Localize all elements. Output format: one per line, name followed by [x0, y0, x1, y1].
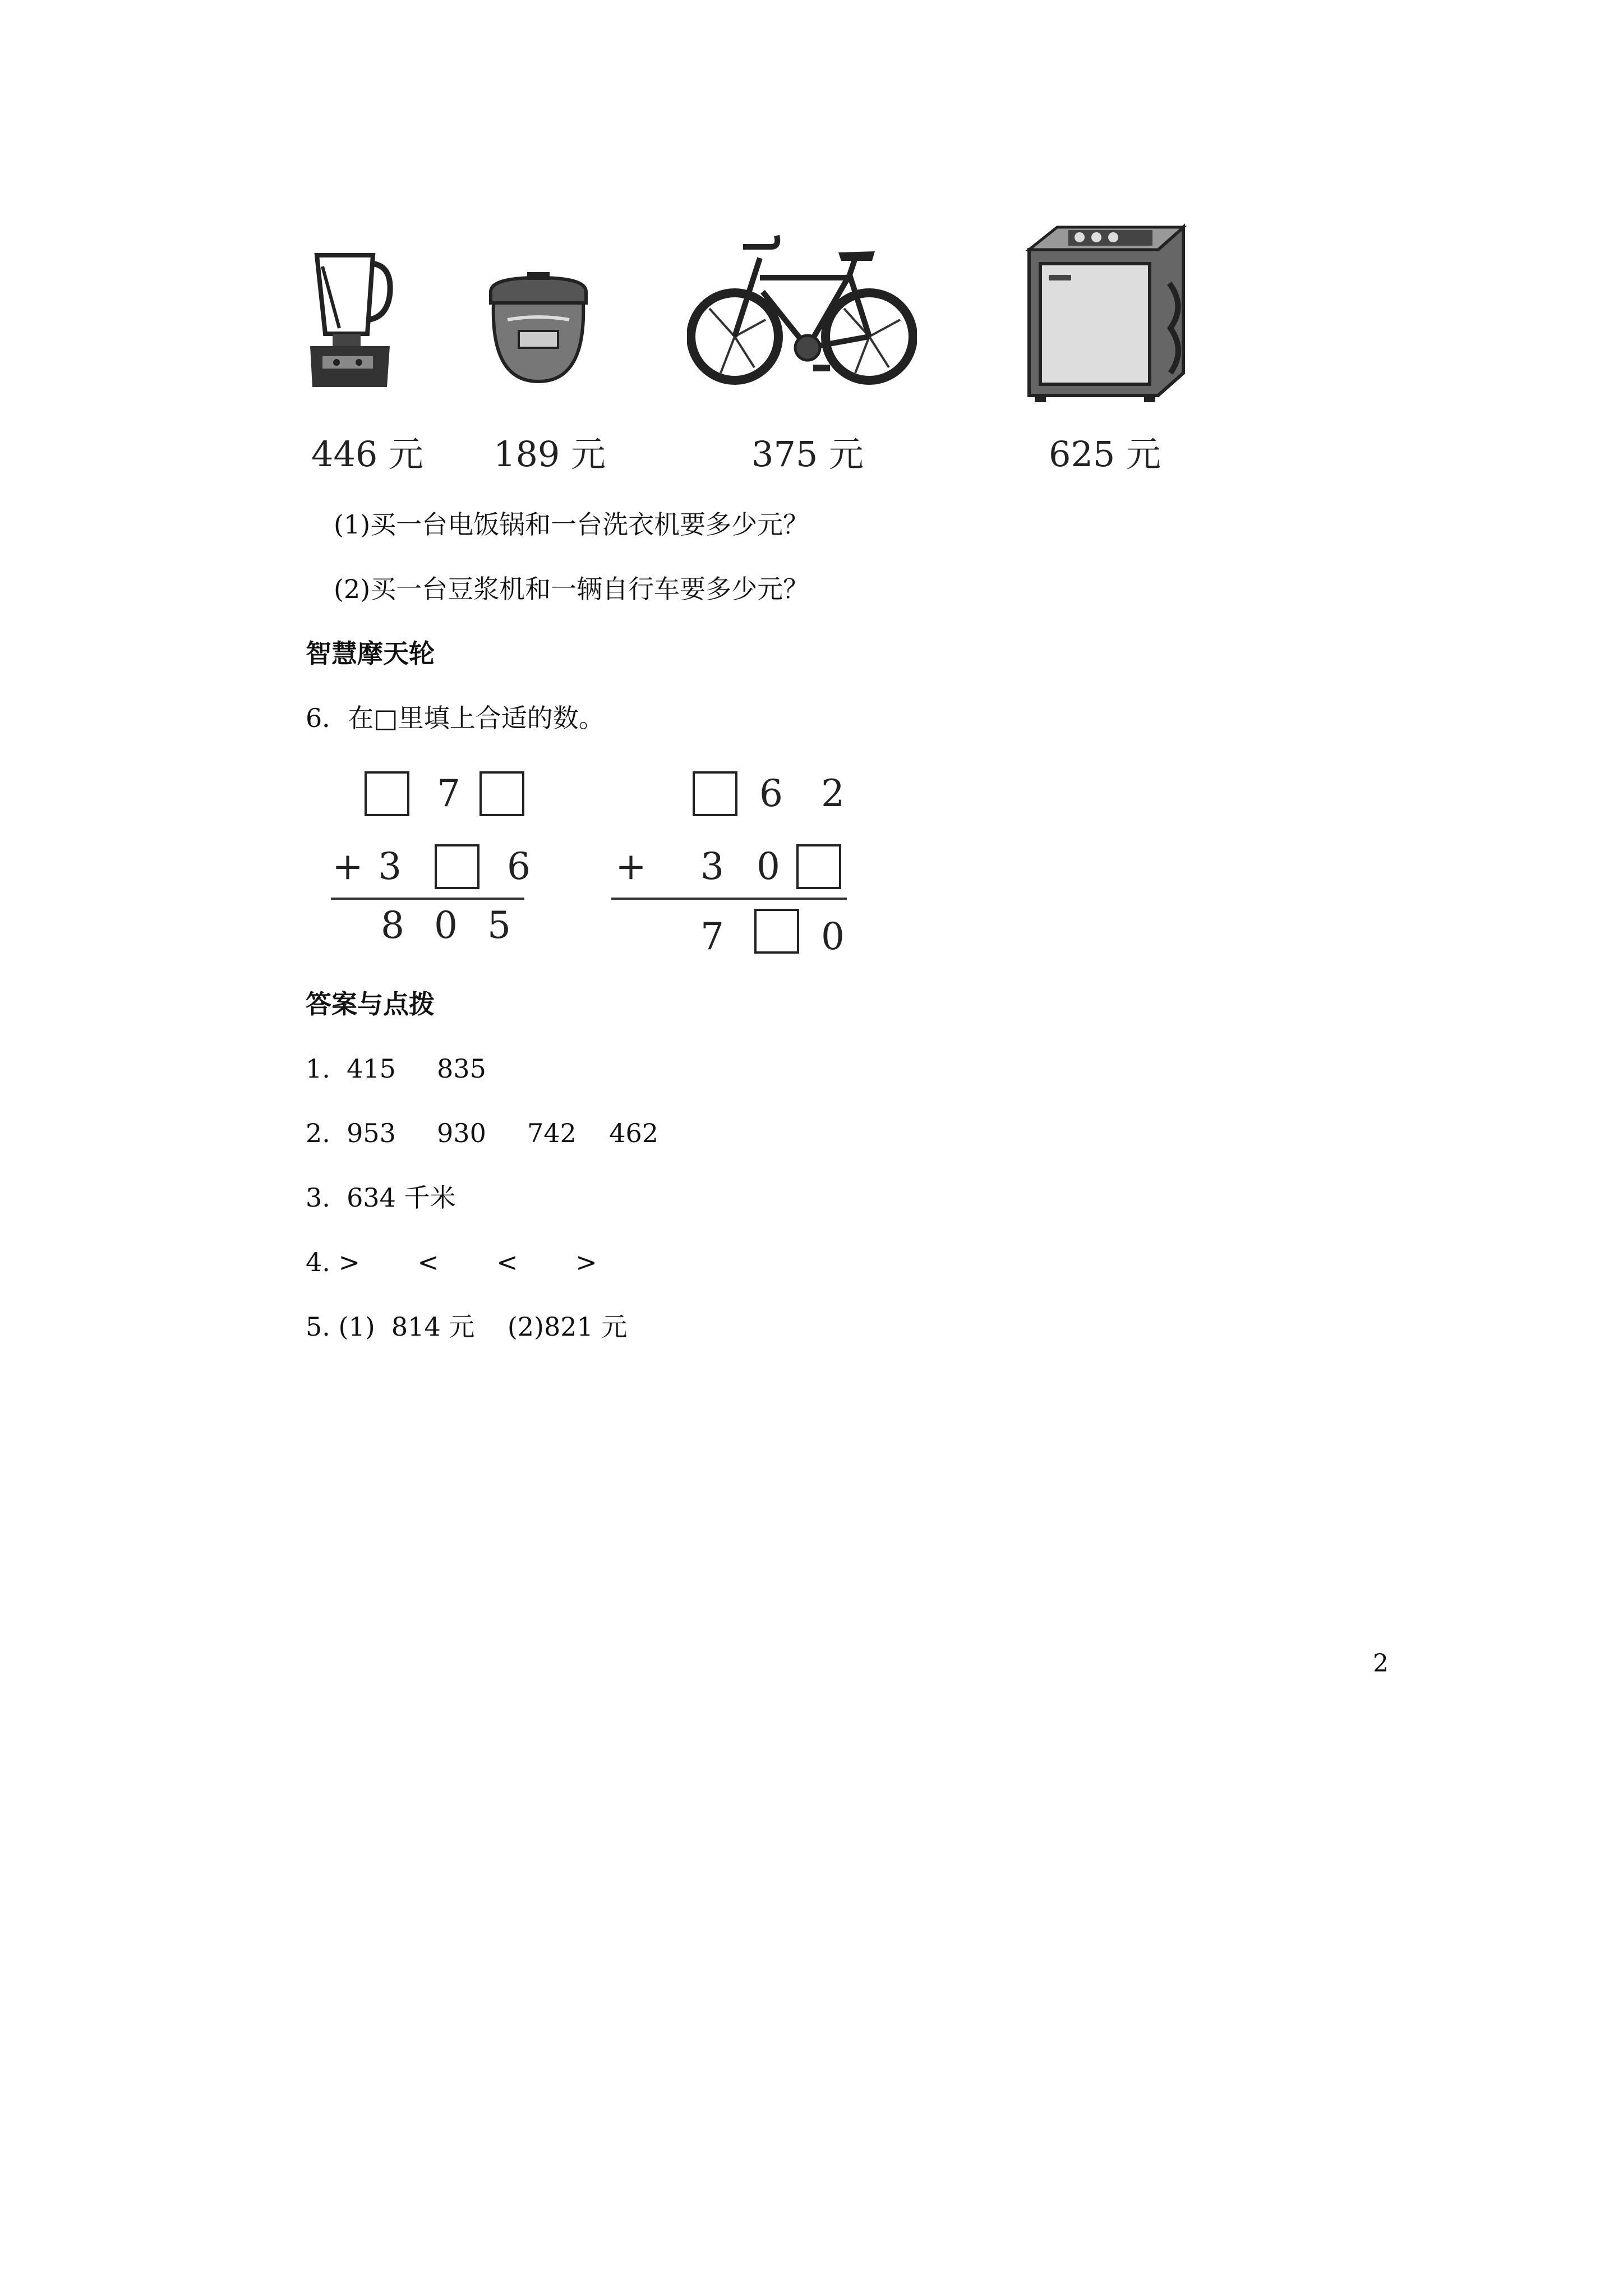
answer-box[interactable] — [754, 909, 799, 954]
answers-title: 答案与点拨 — [306, 989, 435, 1019]
price-blender: 446 元 — [311, 434, 424, 475]
bicycle-icon — [687, 224, 917, 393]
plus-sign: + — [332, 845, 363, 888]
answer-5: 5. (1) 814 元 (2)821 元 — [306, 1312, 628, 1342]
page-number: 2 — [1373, 1649, 1389, 1678]
digit: 8 — [381, 904, 404, 947]
digit: 0 — [757, 845, 780, 888]
answer-4: 4. > < < > — [306, 1247, 597, 1277]
digit: 7 — [437, 772, 460, 815]
price-rice-cooker: 189 元 — [494, 434, 606, 475]
washing-machine-icon — [1018, 216, 1197, 409]
digit: 5 — [487, 904, 511, 947]
question-5-part-2: (2)买一台豆浆机和一辆自行车要多少元？ — [334, 574, 809, 604]
answer-box[interactable] — [796, 844, 841, 889]
question-5-part-1: (1)买一台电饭锅和一台洗衣机要多少元？ — [334, 509, 809, 540]
plus-sign: + — [615, 845, 647, 888]
digit: 6 — [507, 845, 531, 888]
answer-box[interactable] — [693, 771, 737, 816]
answer-box[interactable] — [479, 771, 524, 816]
price-bicycle: 375 元 — [751, 434, 864, 475]
answer-2: 2. 953 930 742 462 — [306, 1118, 659, 1148]
digit: 2 — [821, 772, 845, 815]
blender-icon — [306, 250, 395, 395]
digit: 6 — [759, 772, 783, 815]
answer-3: 3. 634 千米 — [306, 1182, 456, 1213]
answer-box[interactable] — [365, 771, 409, 816]
rice-cooker-icon — [482, 269, 594, 390]
digit: 7 — [700, 915, 724, 958]
answer-box[interactable] — [435, 844, 479, 889]
price-washing-machine: 625 元 — [1049, 434, 1161, 475]
digit: 3 — [700, 845, 724, 888]
digit: 0 — [821, 915, 845, 958]
digit: 3 — [378, 845, 402, 888]
section-title: 智慧摩天轮 — [306, 638, 435, 669]
question-6-prompt: 6．在□里填上合适的数。 — [306, 703, 605, 733]
sum-rule — [611, 898, 847, 900]
sum-rule — [331, 898, 524, 900]
answer-1: 1. 415 835 — [306, 1053, 486, 1084]
digit: 0 — [434, 904, 458, 947]
